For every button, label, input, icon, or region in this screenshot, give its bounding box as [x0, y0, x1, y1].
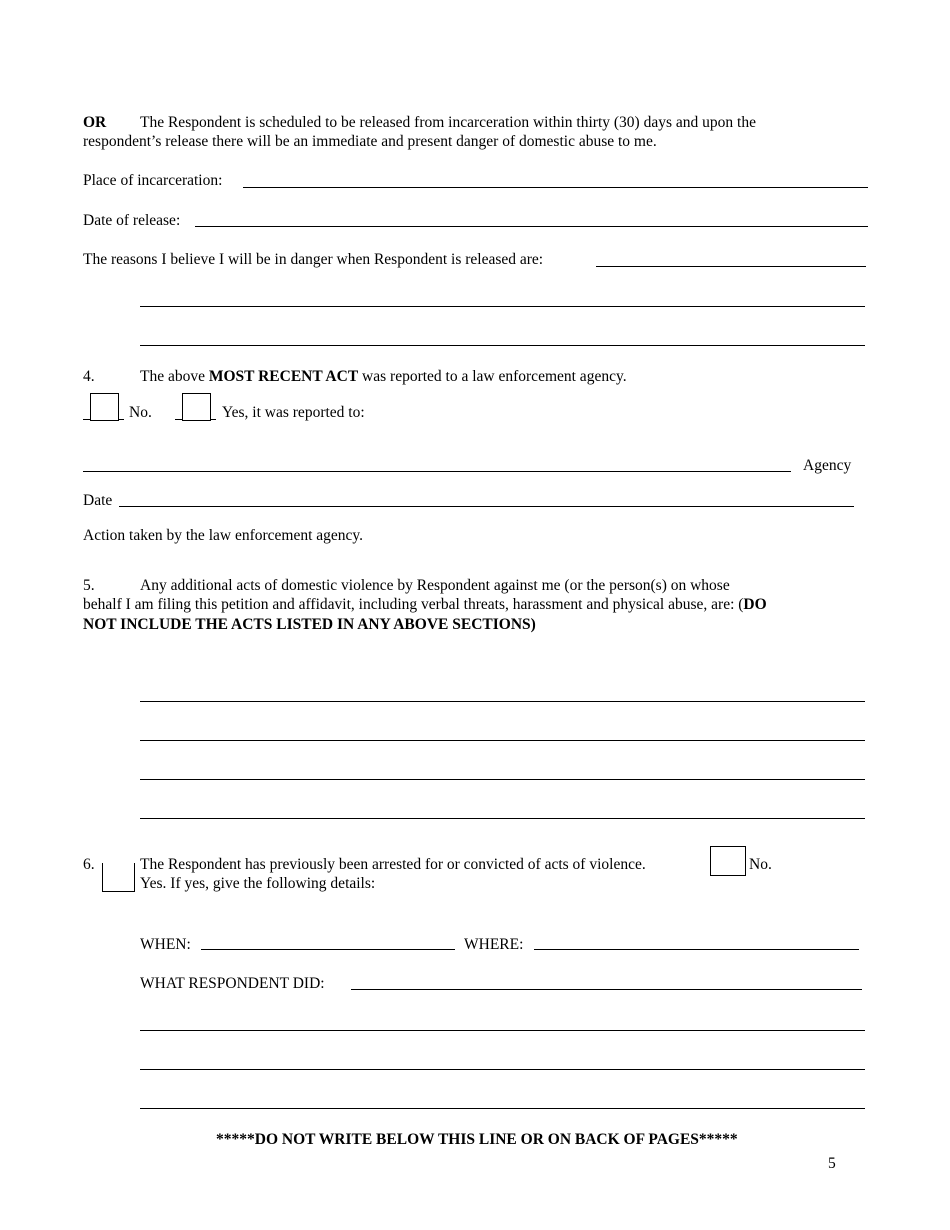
- additional-acts-line-1[interactable]: [140, 701, 865, 702]
- danger-reasons-line-3[interactable]: [140, 345, 865, 346]
- section-6-number: 6.: [83, 856, 95, 873]
- do-not-write-notice: *****DO NOT WRITE BELOW THIS LINE OR ON BACK OF PAGES*****: [216, 1131, 738, 1148]
- what-respondent-did-line-4[interactable]: [140, 1108, 865, 1109]
- prior-arrest-no-checkbox[interactable]: [710, 846, 746, 876]
- prior-arrest-yes-checkbox[interactable]: [102, 863, 135, 892]
- place-of-incarceration-label: Place of incarceration:: [83, 172, 223, 189]
- where-label: WHERE:: [464, 936, 524, 953]
- most-recent-act-emphasis: MOST RECENT ACT: [208, 368, 359, 385]
- when-field[interactable]: [201, 949, 455, 950]
- section-4-text-pre: The above: [140, 368, 209, 385]
- page-number: 5: [828, 1155, 836, 1172]
- place-of-incarceration-field[interactable]: [243, 187, 868, 188]
- reported-no-checkbox[interactable]: [90, 393, 119, 421]
- incarceration-text-line2: respondent’s release there will be an immediate and present danger of domestic abuse to me.: [83, 133, 657, 150]
- section-5-text-line1: Any additional acts of domestic violence by Respondent against me (or the person(s) on whose: [140, 577, 730, 594]
- what-respondent-did-label: WHAT RESPONDENT DID:: [140, 975, 325, 992]
- action-taken-label: Action taken by the law enforcement agency.: [83, 527, 364, 544]
- section-5-text-line2: [83, 595, 767, 614]
- incarceration-text-line1: The Respondent is scheduled to be released from incarceration within thirty (30) days and upon the: [140, 114, 756, 131]
- what-respondent-did-field[interactable]: [351, 989, 862, 990]
- prior-arrest-no-label: No.: [749, 856, 772, 873]
- section-4-number: 4.: [83, 368, 95, 385]
- danger-reasons-line-2[interactable]: [140, 306, 865, 307]
- section-5-text-line2-pre: behalf I am filing this petition and affidavit, including verbal threats, harassment and physical abuse, are: (: [83, 596, 744, 613]
- section-5-number: 5.: [83, 577, 95, 594]
- section-6-text-line2: Yes. If yes, give the following details:: [140, 875, 376, 892]
- report-date-label: Date: [83, 492, 113, 509]
- or-label: OR: [83, 114, 107, 131]
- section-4-statement: [140, 367, 627, 386]
- section-5-text-line2-bold: DO: [743, 596, 767, 613]
- additional-acts-line-3[interactable]: [140, 779, 865, 780]
- additional-acts-line-2[interactable]: [140, 740, 865, 741]
- additional-acts-line-4[interactable]: [140, 818, 865, 819]
- reported-yes-label: Yes, it was reported to:: [222, 404, 365, 421]
- agency-label: Agency: [803, 457, 852, 474]
- section-4-text-post: was reported to a law enforcement agency.: [358, 368, 627, 385]
- agency-field[interactable]: [83, 471, 791, 472]
- where-field[interactable]: [534, 949, 859, 950]
- reported-no-label: No.: [129, 404, 152, 421]
- reported-yes-checkbox[interactable]: [182, 393, 211, 421]
- report-date-field[interactable]: [119, 506, 854, 507]
- date-of-release-field[interactable]: [195, 226, 868, 227]
- section-6-text-line1: The Respondent has previously been arrested for or convicted of acts of violence.: [140, 856, 646, 873]
- what-respondent-did-line-3[interactable]: [140, 1069, 865, 1070]
- danger-reasons-label: The reasons I believe I will be in danger when Respondent is released are:: [83, 251, 544, 268]
- date-of-release-label: Date of release:: [83, 212, 181, 229]
- danger-reasons-field[interactable]: [596, 266, 866, 267]
- what-respondent-did-line-2[interactable]: [140, 1030, 865, 1031]
- section-5-exclusion-note: NOT INCLUDE THE ACTS LISTED IN ANY ABOVE SECTIONS): [83, 616, 536, 633]
- when-label: WHEN:: [140, 936, 191, 953]
